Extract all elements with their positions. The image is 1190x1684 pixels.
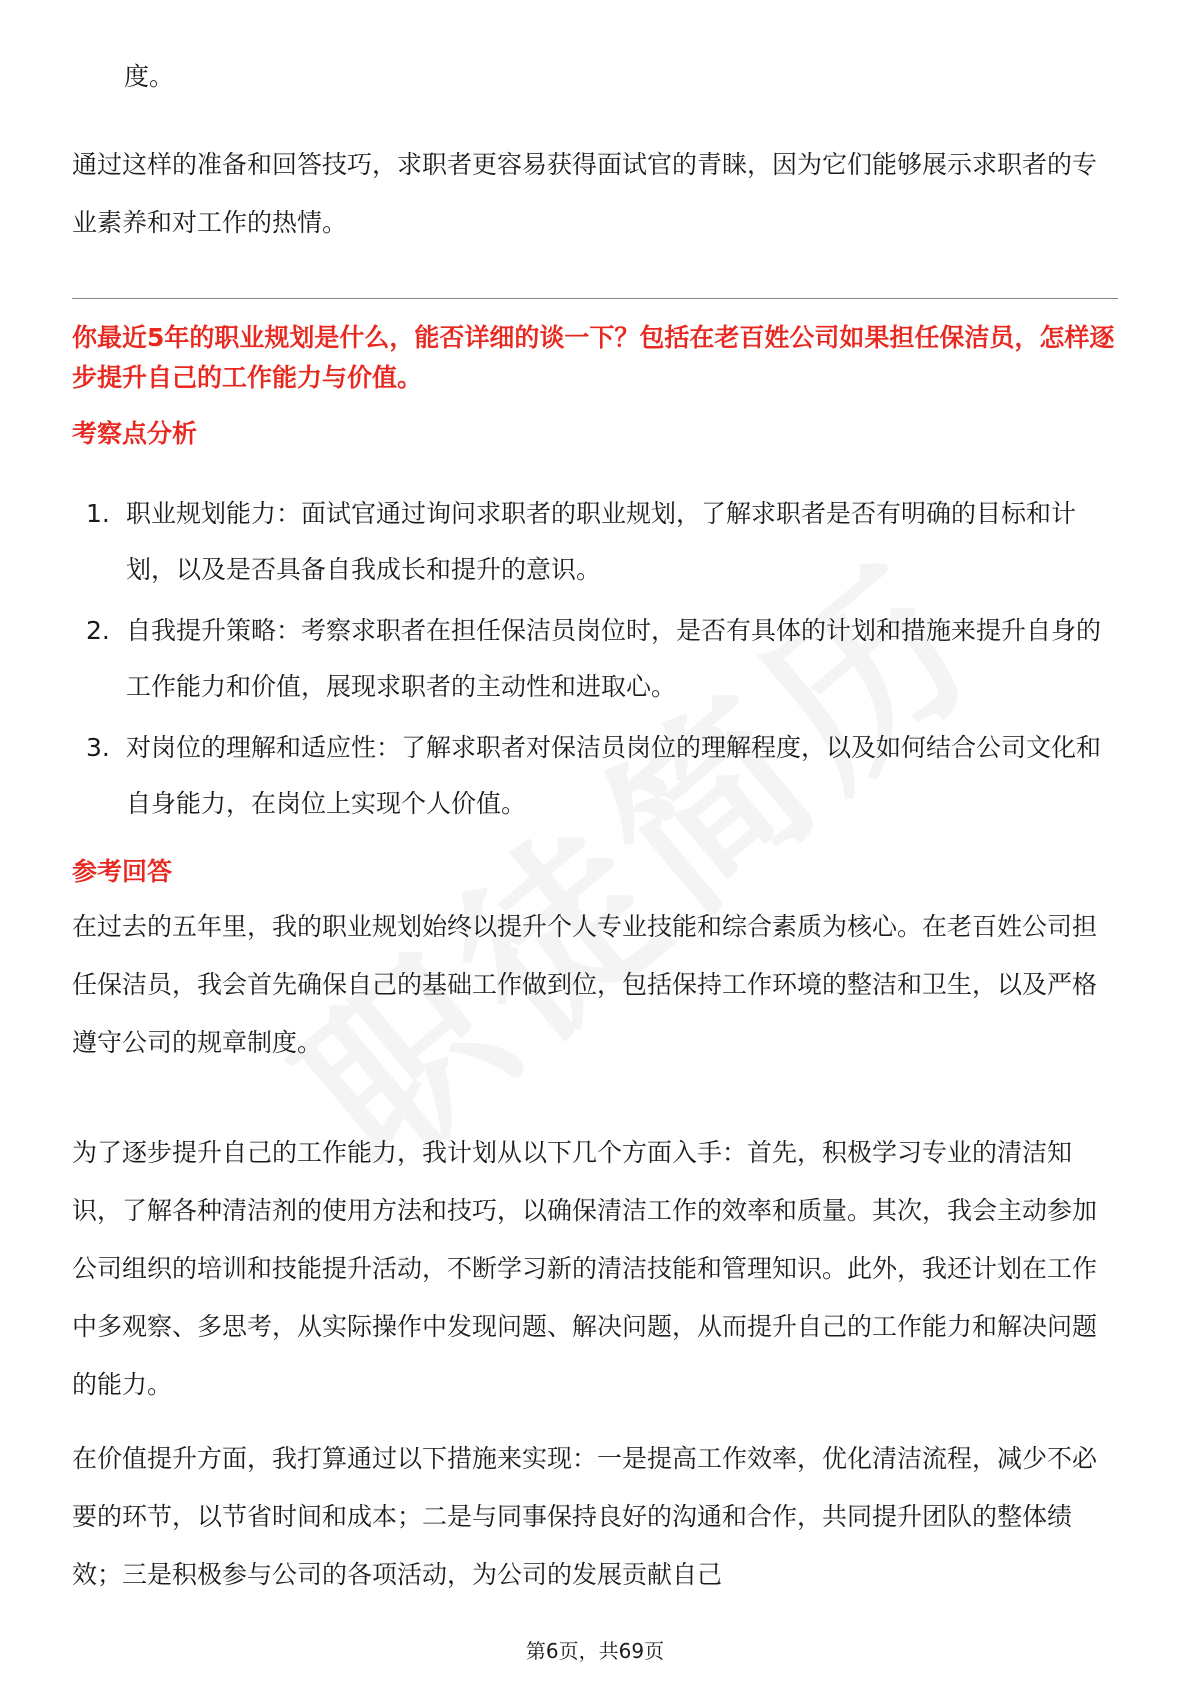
list-item-text: 对岗位的理解和适应性：了解求职者对保洁员岗位的理解程度，以及如何结合公司文化和自身能力，在岗位上实现个人价值。 (126, 733, 1102, 818)
list-item (72, 603, 1118, 715)
interview-question: 你最近5年的职业规划是什么，能否详细的谈一下？包括在老百姓公司如果担任保洁员，怎样逐步提升自己的工作能力与价值。 (72, 323, 1115, 392)
answer-paragraph: 在价值提升方面，我打算通过以下措施来实现：一是提高工作效率，优化清洁流程，减少不必要的环节，以节省时间和成本；二是与同事保持良好的沟通和合作，共同提升团队的整体绩效；三是积极参与公司的各项活动，为公司的发展贡献自己 (72, 1444, 1098, 1589)
list-item (72, 720, 1118, 832)
continuation-text: 度。 (124, 62, 175, 91)
list-number: 3. (86, 733, 110, 762)
answer-paragraph: 在过去的五年里，我的职业规划始终以提升个人专业技能和综合素质为核心。在老百姓公司担任保洁员，我会首先确保自己的基础工作做到位，包括保持工作环境的整洁和卫生，以及严格遵守公司的规章制度。 (72, 912, 1098, 1057)
list-item-text: 自我提升策略：考察求职者在担任保洁员岗位时，是否有具体的计划和措施来提升自身的工作能力和价值，展现求职者的主动性和进取心。 (126, 616, 1102, 701)
list-item (72, 486, 1118, 598)
section-divider (72, 298, 1118, 299)
analysis-list (72, 486, 1118, 837)
list-number: 1. (86, 499, 110, 528)
analysis-heading: 考察点分析 (72, 419, 198, 448)
page-footer: 第6页，共69页 (525, 1639, 665, 1663)
answer-paragraph: 为了逐步提升自己的工作能力，我计划从以下几个方面入手：首先，积极学习专业的清洁知识，了解各种清洁剂的使用方法和技巧，以确保清洁工作的效率和质量。其次，我会主动参加公司组织的培训和技能提升活动，不断学习新的清洁技能和管理知识。此外，我还计划在工作中多观察、多思考，从实际操作中发现问题、解决问题，从而提升自己的工作能力和解决问题的能力。 (72, 1138, 1098, 1399)
list-item-text: 职业规划能力：面试官通过询问求职者的职业规划，了解求职者是否有明确的目标和计划，以及是否具备自我成长和提升的意识。 (126, 499, 1077, 584)
intro-paragraph: 通过这样的准备和回答技巧，求职者更容易获得面试官的青睐，因为它们能够展示求职者的专业素养和对工作的热情。 (72, 150, 1098, 237)
list-number: 2. (86, 616, 110, 645)
answer-heading: 参考回答 (72, 857, 173, 886)
